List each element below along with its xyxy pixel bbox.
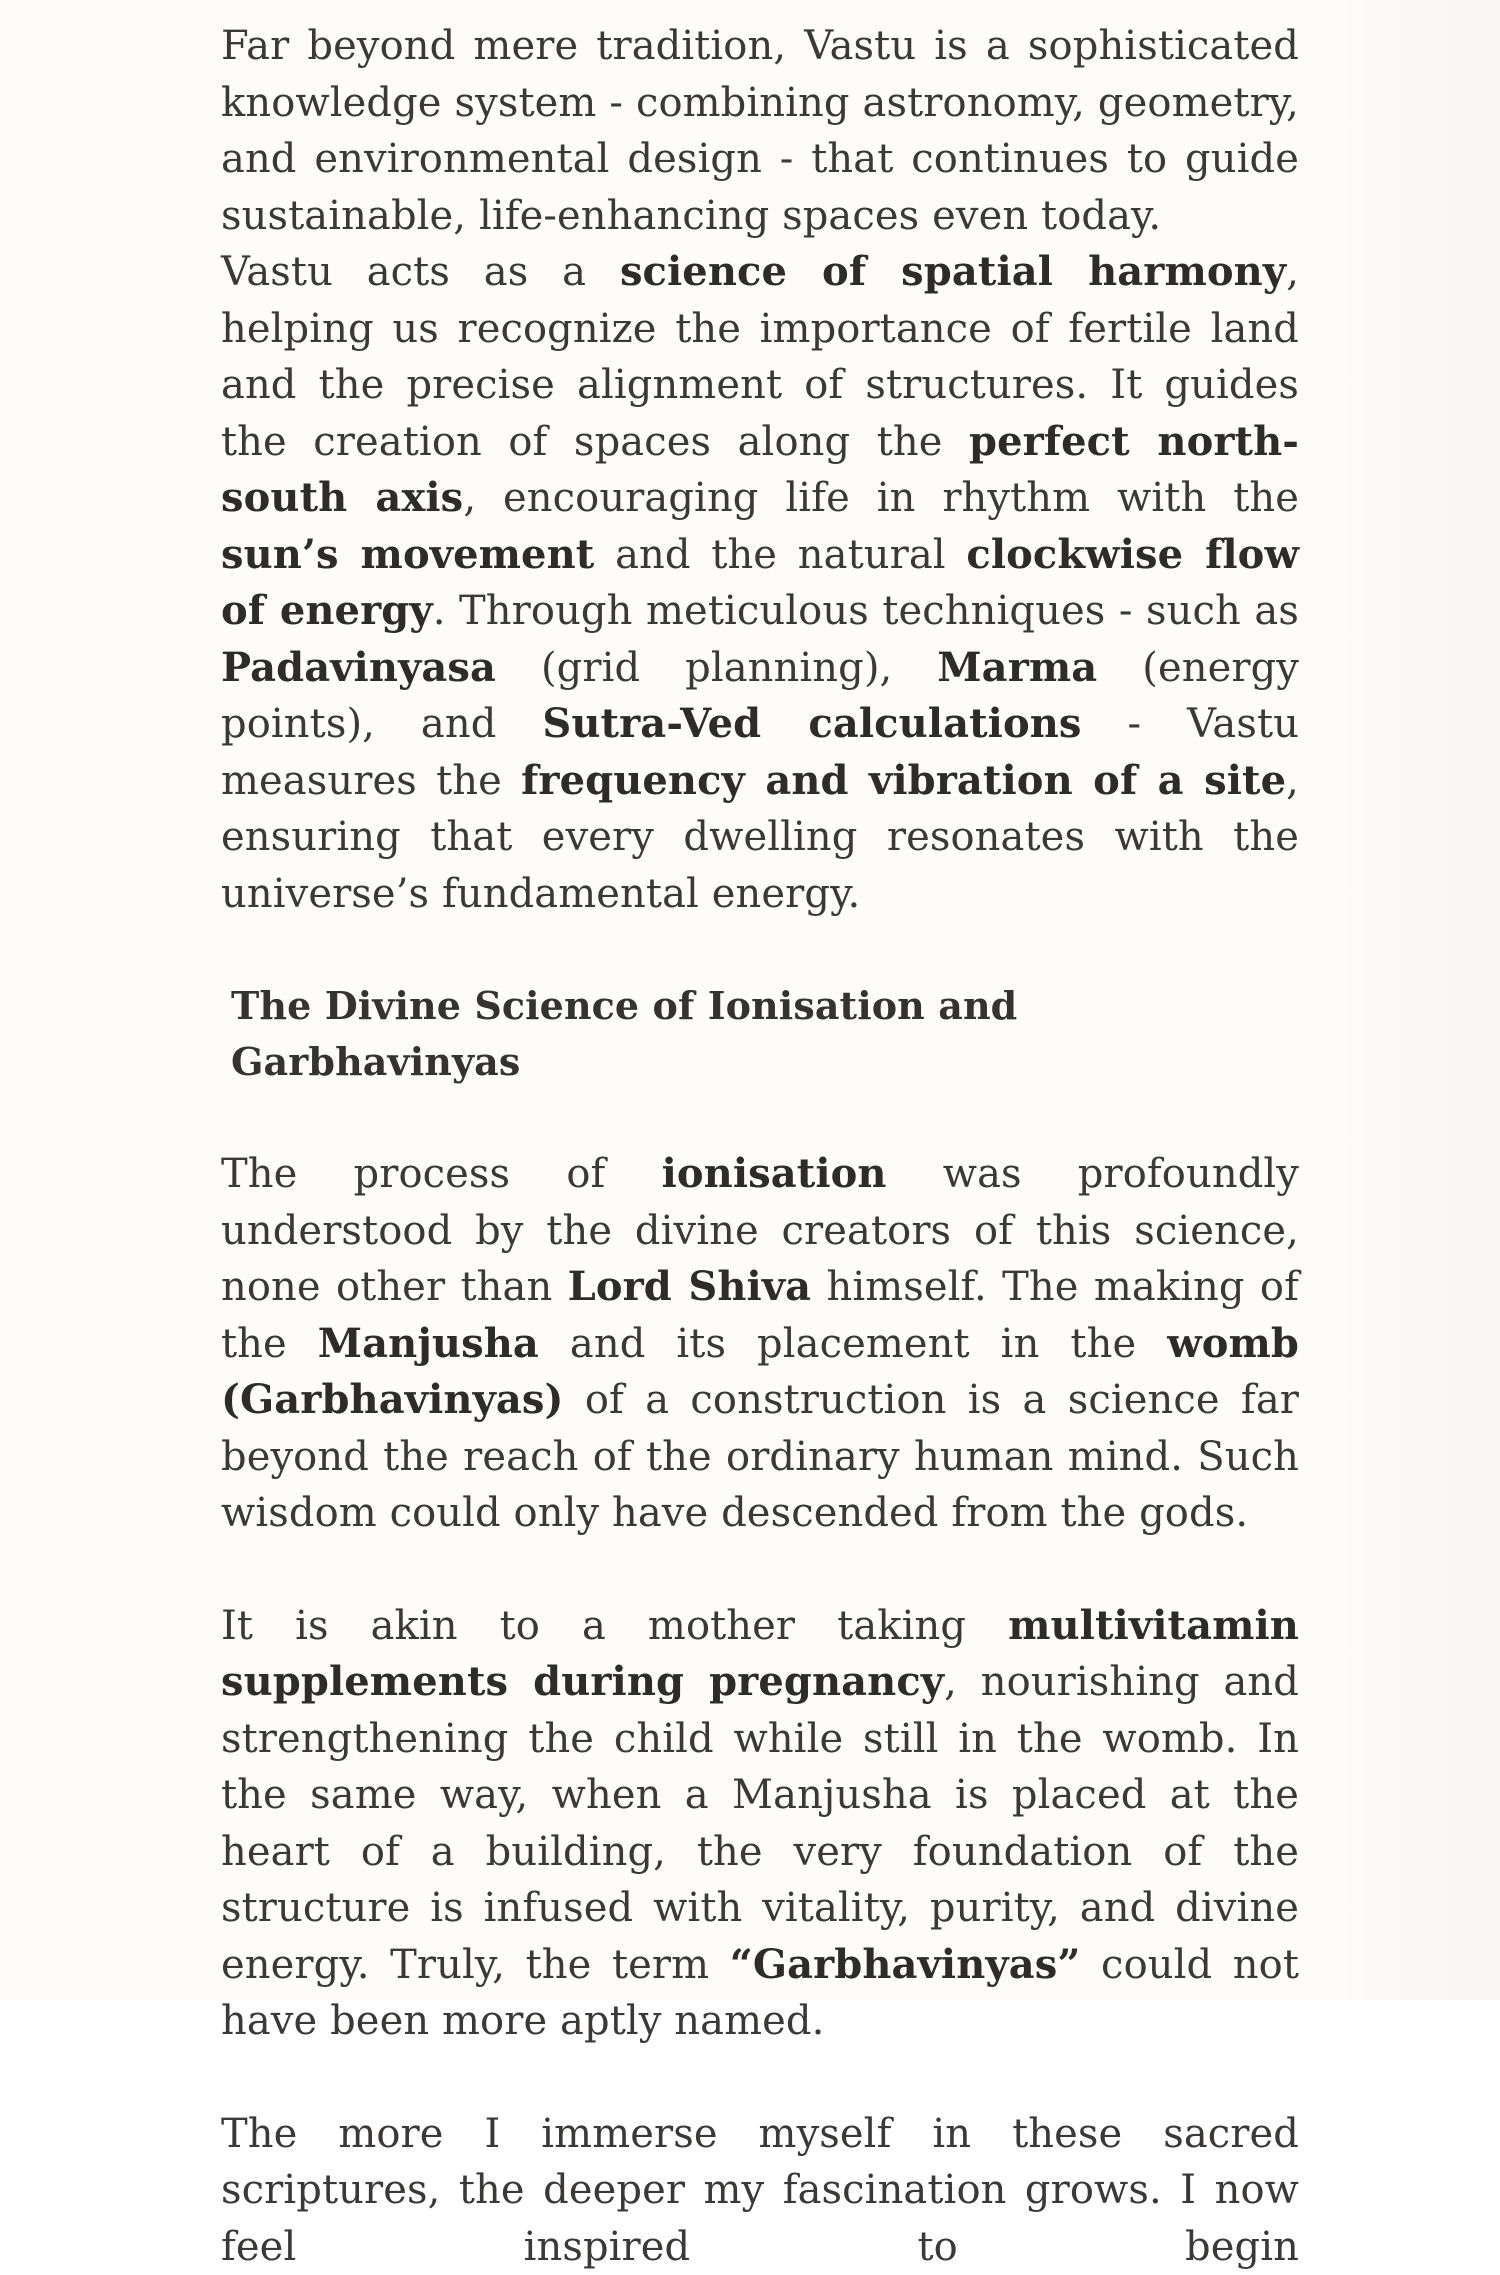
text-run: himself. The making of the — [221, 1264, 1299, 1367]
page-edge-shadow — [1330, 0, 1500, 2000]
text-run: The more I immerse myself in these sacred scriptures, the deeper my fascination grows. I now feel inspired to begin — [221, 2111, 1299, 2270]
bold-term: Manjusha — [318, 1320, 539, 1367]
bold-term: womb (Garbhavinyas) — [221, 1320, 1299, 1424]
bold-term: Lord Shiva — [568, 1263, 812, 1310]
bold-term: perfect north-south axis — [221, 418, 1299, 522]
text-run: could not have been more aptly named. — [221, 1942, 1299, 2045]
bold-term: multivitamin supplements during pregnancy — [221, 1602, 1299, 1706]
text-run: , helping us recognize the importance of fertile land and the precise alignment of structures. It guides the creation of spaces along the — [221, 249, 1299, 465]
bold-term: science of spatial harmony — [620, 248, 1286, 295]
text-run: The process of — [221, 1151, 662, 1197]
text-run: was profoundly understood by the divine creators of this science, none other than — [221, 1151, 1299, 1310]
paragraph-ionisation — [221, 1146, 1299, 1542]
section-heading: The Divine Science of Ionisation and Garbhavinyas — [221, 978, 1299, 1090]
text-run: - Vastu measures the — [221, 701, 1299, 804]
paragraph-gap — [221, 2050, 1299, 2106]
text-run: , nourishing and strengthening the child while still in the womb. In the same way, when a Manjusha is placed at the heart of a building, the very foundation of the structure is infused with vitality, purity, and divine energy. Truly, the term — [221, 1659, 1299, 1988]
text-run: (grid planning), — [496, 645, 937, 691]
bold-term: Sutra-Ved calculations — [542, 700, 1081, 747]
paragraph-gap — [221, 1090, 1299, 1146]
paragraph-gap — [221, 1542, 1299, 1598]
text-run: It is akin to a mother taking — [221, 1603, 1008, 1649]
bold-term: ionisation — [662, 1150, 887, 1197]
text-column — [221, 18, 1299, 2275]
bold-term: frequency and vibration of a site — [521, 757, 1286, 804]
text-run: and its placement in the — [539, 1321, 1167, 1367]
text-run: Vastu acts as a — [221, 249, 620, 295]
text-run: Far beyond mere tradition, Vastu is a sophisticated knowledge system - combining astronomy, geometry, and environmental design - that continues to guide sustainable, life-enhancing spaces even today. — [221, 23, 1299, 239]
text-run: of a construction is a science far beyond the reach of the ordinary human mind. Such wisdom could only have descended from the gods. — [221, 1377, 1299, 1536]
bold-term: Padavinyasa — [221, 644, 496, 691]
bold-term: clockwise flow of energy — [221, 531, 1299, 635]
text-run: . Through meticulous techniques - such as — [433, 588, 1299, 634]
paragraph-garbhavinyas — [221, 1598, 1299, 2050]
text-run: , encouraging life in rhythm with the — [463, 475, 1299, 521]
bold-term: “Garbhavinyas” — [730, 1941, 1081, 1988]
bold-term: Marma — [937, 644, 1097, 691]
paragraph-spatial-harmony — [221, 244, 1299, 922]
bold-term: sun’s movement — [221, 531, 594, 578]
paragraph-gap — [221, 922, 1299, 978]
paragraph-scriptures — [221, 2106, 1299, 2275]
paragraph-vastu-intro — [221, 18, 1299, 244]
text-run: and the natural — [594, 532, 966, 578]
text-run: (energy points), and — [221, 645, 1299, 748]
text-run: , ensuring that every dwelling resonates with the universe’s fundamental energy. — [221, 758, 1299, 917]
